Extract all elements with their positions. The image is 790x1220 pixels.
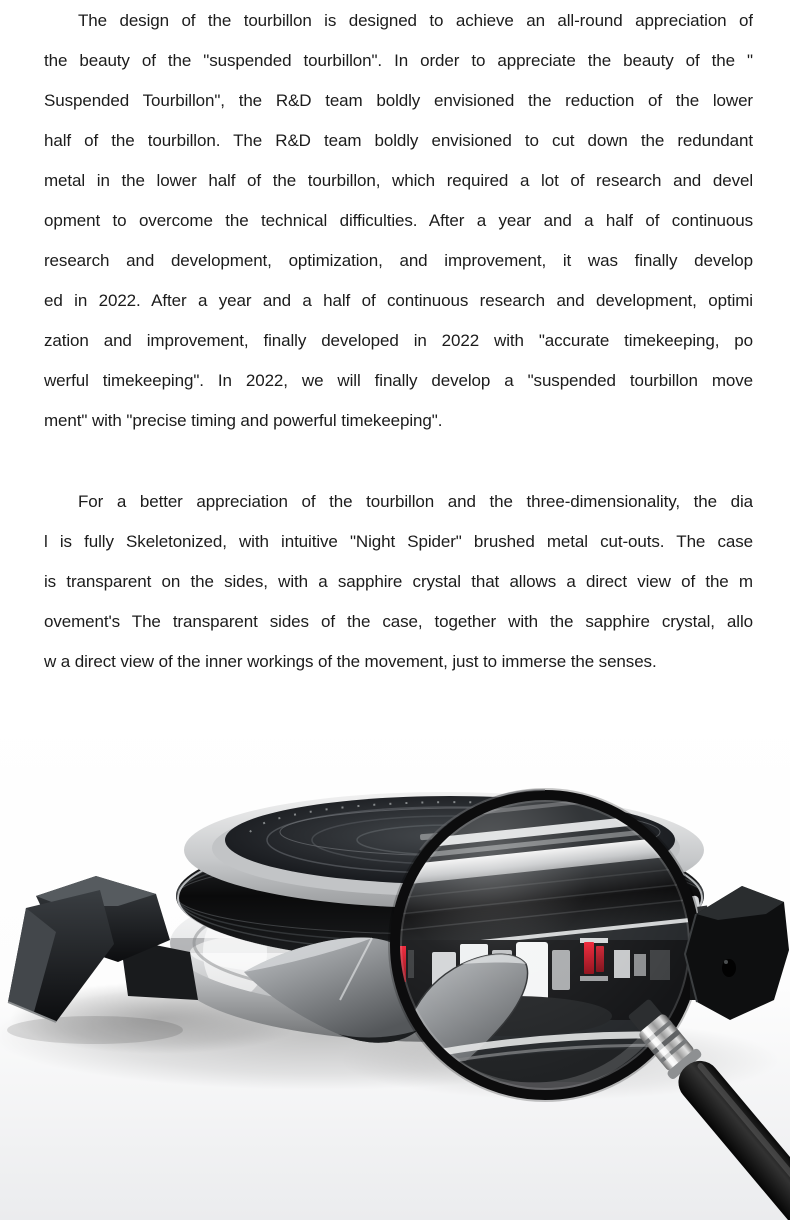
text-line: half of the tourbillon. The R&D team boldly envisioned to cut down the redundant (44, 131, 753, 150)
text-line: metal in the lower half of the tourbillon, which required a lot of research and devel (44, 171, 753, 190)
paragraph-1 (44, 1, 753, 441)
text-line: ovement's The transparent sides of the case, together with the sapphire crystal, allo (44, 612, 753, 631)
text-line: Suspended Tourbillon", the R&D team boldly envisioned the reduction of the lower (44, 91, 753, 110)
text-line: werful timekeeping". In 2022, we will finally develop a "suspended tourbillon move (44, 371, 753, 390)
text-line: the beauty of the "suspended tourbillon". In order to appreciate the beauty of the " (44, 51, 753, 70)
text-line: The design of the tourbillon is designed to achieve an all-round appreciation of (78, 11, 753, 30)
text-line: ed in 2022. After a year and a half of continuous research and development, optimi (44, 291, 753, 310)
text-line: For a better appreciation of the tourbillon and the three-dimensionality, the dia (78, 492, 753, 511)
text-line: opment to overcome the technical difficulties. After a year and a half of continuous (44, 211, 753, 230)
paragraph-2 (44, 482, 753, 682)
watch-side-view-image (0, 700, 790, 1220)
text-line: w a direct view of the inner workings of the movement, just to immerse the senses. (44, 652, 657, 671)
text-line: ment" with "precise timing and powerful timekeeping". (44, 411, 443, 430)
product-figure (0, 700, 790, 1220)
text-line: research and development, optimization, and improvement, it was finally develop (44, 251, 753, 270)
text-line: is transparent on the sides, with a sapphire crystal that allows a direct view of the m (44, 572, 753, 591)
text-line: l is fully Skeletonized, with intuitive "Night Spider" brushed metal cut-outs. The case (44, 532, 753, 551)
text-line: zation and improvement, finally developed in 2022 with "accurate timekeeping, po (44, 331, 753, 350)
